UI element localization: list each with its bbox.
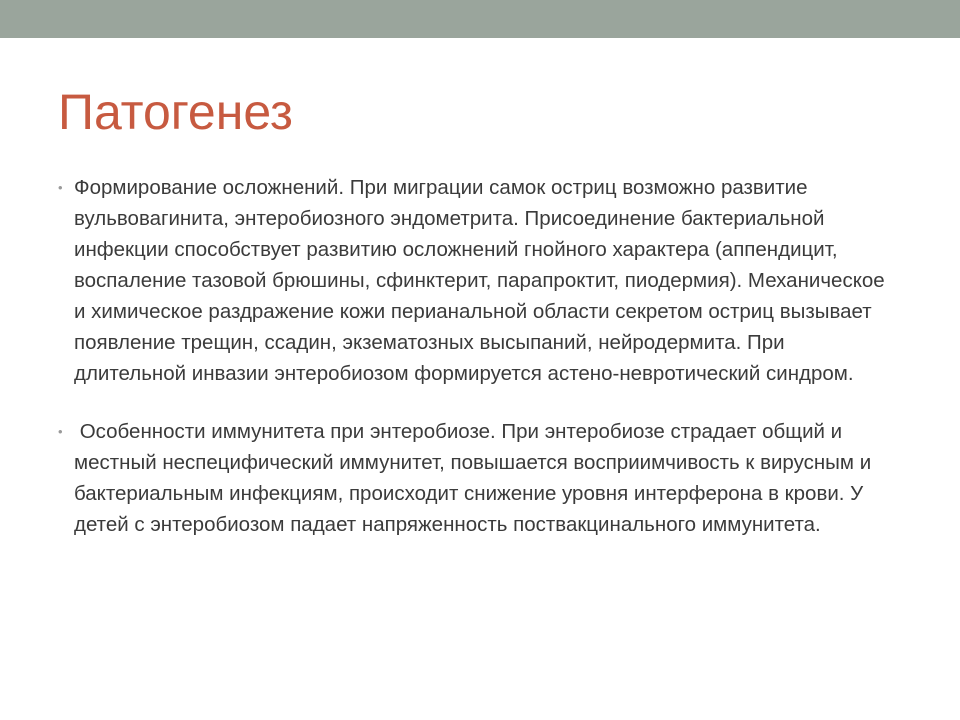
bullet-item-complications bbox=[58, 172, 900, 389]
slide-title: Патогенез bbox=[58, 84, 293, 140]
bullet-point-icon: • bbox=[58, 424, 63, 439]
top-accent-bar bbox=[0, 0, 960, 38]
bullet-text: Особенности иммунитета при энтеробиозе. При энтеробиозе страдает общий и местный неспецифический иммунитет, повышается восприимчивость к вирусным и бактериальным инфекциям, происходит снижение уровня интерферона в крови. У детей с энтеробиозом падает напряженность поствакцинального иммунитета. bbox=[74, 420, 877, 536]
bullet-item-immunity bbox=[58, 416, 900, 540]
bullet-text: Формирование осложнений. При миграции самок остриц возможно развитие вульвовагинита, энтеробиозного эндометрита. Присоединение бактериальной инфекции способствует развитию осложнений гнойного характера (аппендицит, воспаление тазовой брюшины, сфинктерит, парапроктит, пиодермия). Механическое и химическое раздражение кожи перианальной области секретом остриц вызывает появление трещин, ссадин, экзематозных высыпаний, нейродермита. При длительной инвазии энтеробиозом формируется астено-невротический синдром. bbox=[74, 176, 885, 385]
bullet-point-icon: • bbox=[58, 180, 63, 195]
slide-content bbox=[58, 172, 900, 540]
